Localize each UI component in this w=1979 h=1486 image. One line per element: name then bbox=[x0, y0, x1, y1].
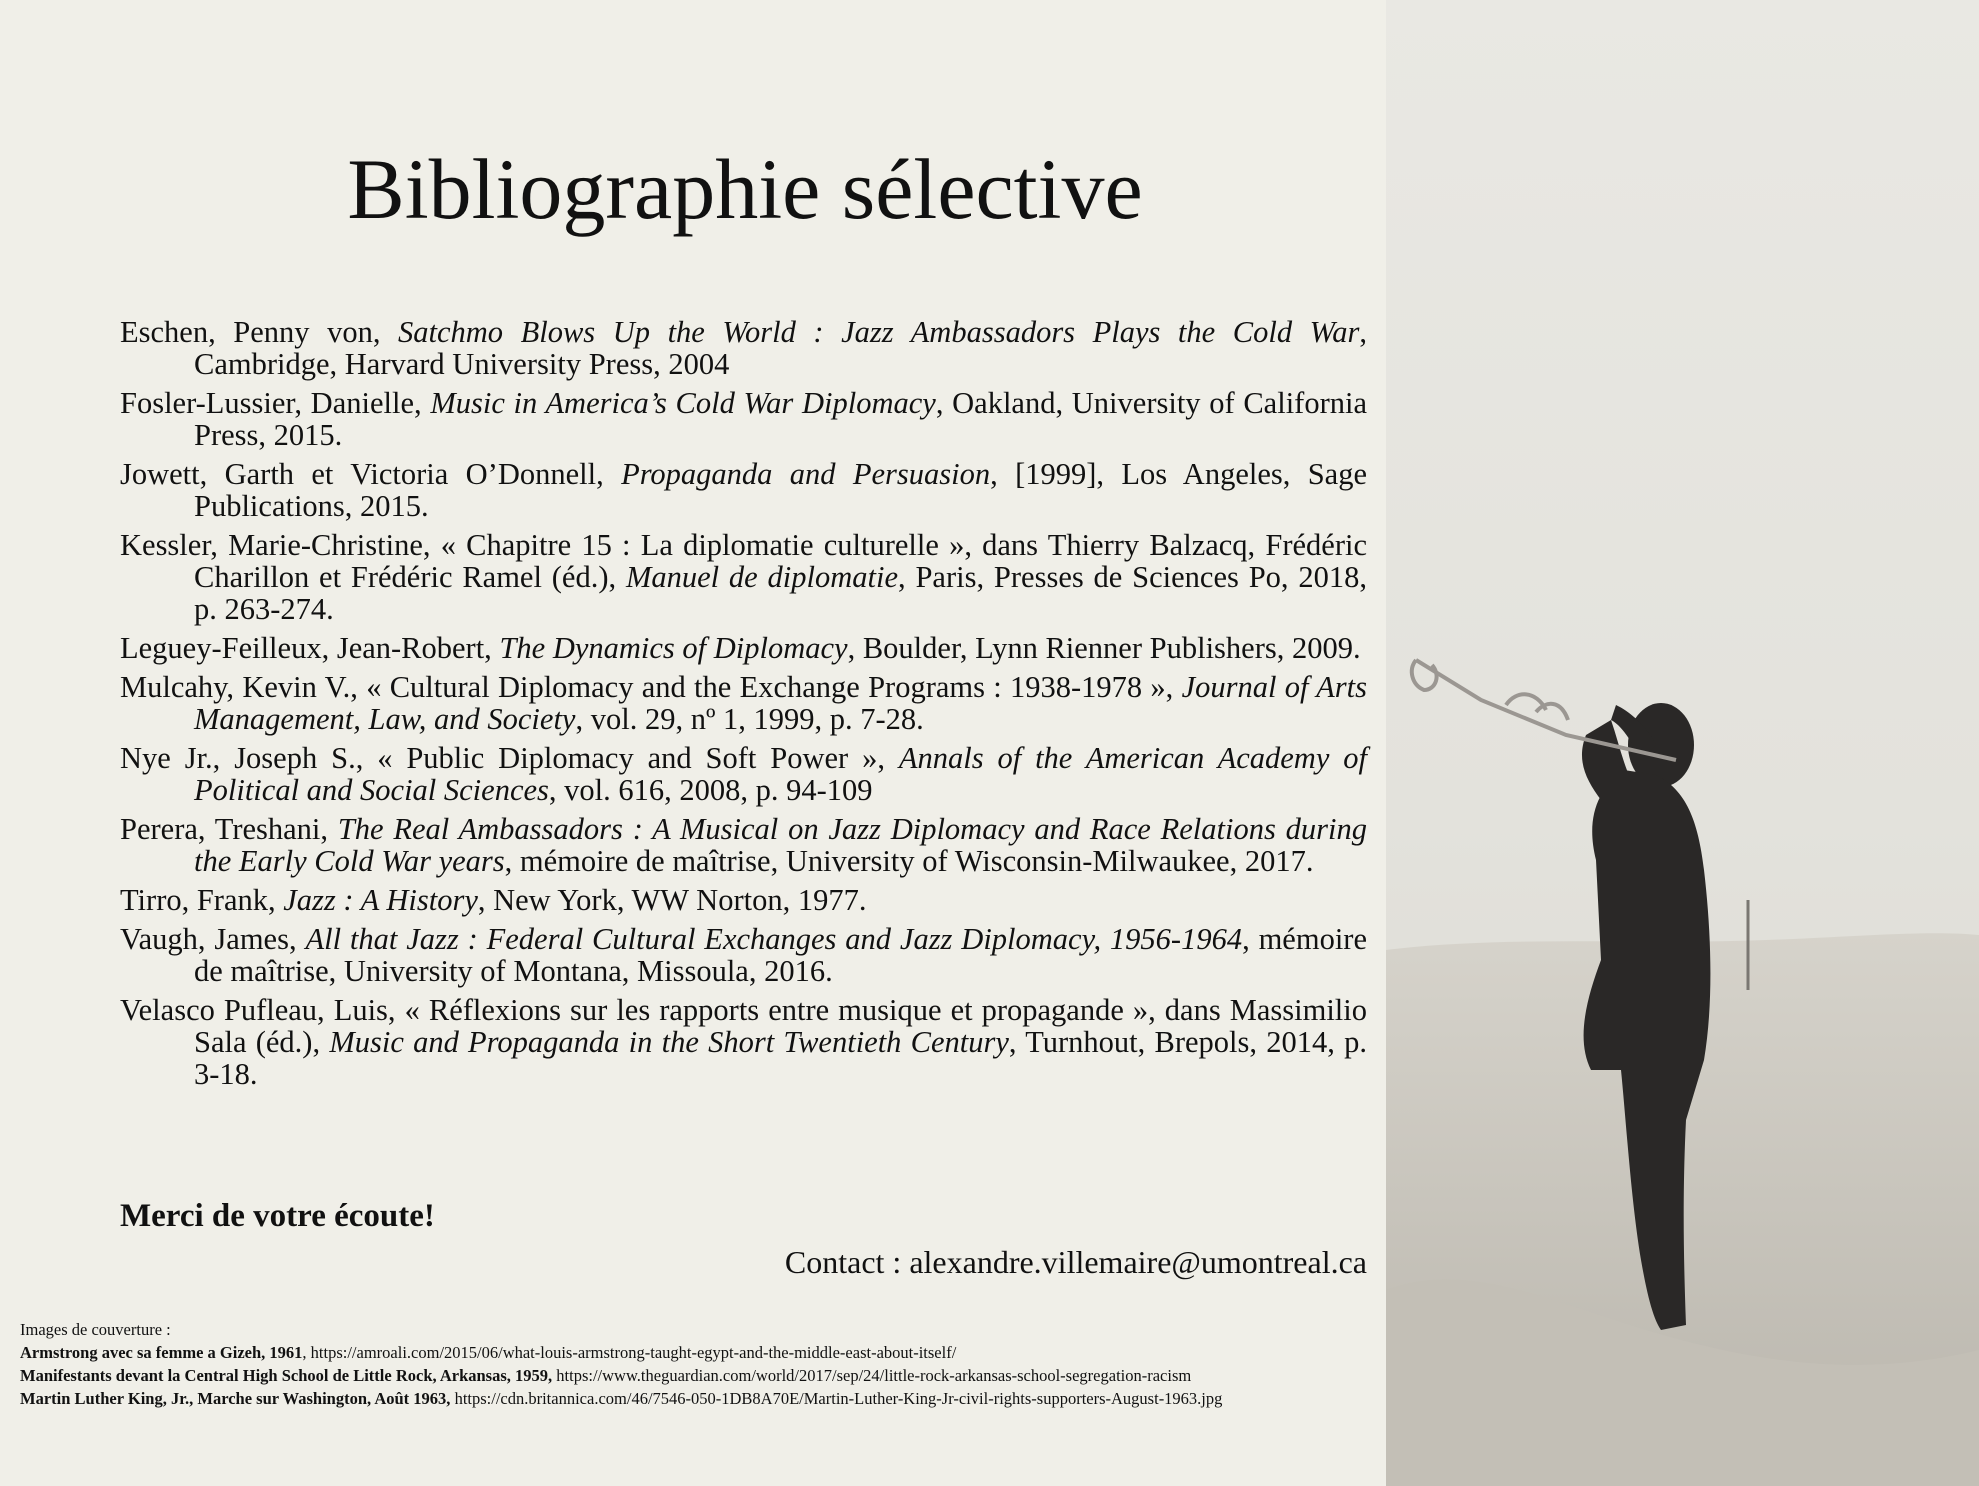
bibliography-entry: Kessler, Marie-Christine, « Chapitre 15 : La diplomatie culturelle », dans Thierry Balzacq, Frédéric Charillon et Frédéric Ramel (éd.), Manuel de diplomatie, Paris, Presses de Sciences Po, 2018, p. 263-274. bbox=[120, 528, 1367, 626]
credit-line: Armstrong avec sa femme a Gizeh, 1961, https://amroali.com/2015/06/what-louis-armstrong-taught-egypt-and-the-middle-east-about-itself/ bbox=[20, 1343, 957, 1362]
page-title: Bibliographie sélective bbox=[347, 141, 1143, 237]
image-credits bbox=[20, 1318, 1390, 1410]
credits-heading: Images de couverture : bbox=[20, 1320, 171, 1339]
bibliography-entry: Leguey-Feilleux, Jean-Robert, The Dynamics of Diplomacy, Boulder, Lynn Rienner Publishers, 2009. bbox=[120, 631, 1361, 665]
bibliography-entry: Eschen, Penny von, Satchmo Blows Up the World : Jazz Ambassadors Plays the Cold War, Cambridge, Harvard University Press, 2004 bbox=[120, 315, 1367, 381]
trumpet-player-photo bbox=[1386, 0, 1979, 1486]
bibliography-entry: Perera, Treshani, The Real Ambassadors : A Musical on Jazz Diplomacy and Race Relations during the Early Cold War years, mémoire de maîtrise, University of Wisconsin-Milwaukee, 2017. bbox=[120, 812, 1367, 878]
bibliography-list bbox=[120, 316, 1367, 1097]
bibliography-entry: Vaugh, James, All that Jazz : Federal Cultural Exchanges and Jazz Diplomacy, 1956-1964, mémoire de maîtrise, University of Montana, Missoula, 2016. bbox=[120, 922, 1367, 988]
bibliography-entry: Velasco Pufleau, Luis, « Réflexions sur les rapports entre musique et propagande », dans Massimilio Sala (éd.), Music and Propaganda in the Short Twentieth Century, Turnhout, Brepols, 2014, p. 3-18. bbox=[120, 993, 1367, 1091]
bibliography-entry: Nye Jr., Joseph S., « Public Diplomacy and Soft Power », Annals of the American Academy of Political and Social Sciences, vol. 616, 2008, p. 94-109 bbox=[120, 741, 1367, 807]
bibliography-entry: Jowett, Garth et Victoria O’Donnell, Propaganda and Persuasion, [1999], Los Angeles, Sage Publications, 2015. bbox=[120, 457, 1367, 523]
credit-line: Martin Luther King, Jr., Marche sur Washington, Août 1963, https://cdn.britannica.com/46/7546-050-1DB8A70E/Martin-Luther-King-Jr-civil-rights-supporters-August-1963.jpg bbox=[20, 1389, 1223, 1408]
thanks-message: Merci de votre écoute! bbox=[120, 1198, 435, 1234]
bibliography-entry: Fosler-Lussier, Danielle, Music in America’s Cold War Diplomacy, Oakland, University of California Press, 2015. bbox=[120, 386, 1367, 452]
bibliography-entry: Tirro, Frank, Jazz : A History, New York, WW Norton, 1977. bbox=[120, 883, 867, 917]
credit-line: Manifestants devant la Central High School de Little Rock, Arkansas, 1959, https://www.theguardian.com/world/2017/sep/24/little-rock-arkansas-school-segregation-racism bbox=[20, 1366, 1192, 1385]
bibliography-entry: Mulcahy, Kevin V., « Cultural Diplomacy and the Exchange Programs : 1938-1978 », Journal of Arts Management, Law, and Society, vol. 29, nº 1, 1999, p. 7-28. bbox=[120, 670, 1367, 736]
contact-email: Contact : alexandre.villemaire@umontreal.ca bbox=[784, 1244, 1367, 1280]
